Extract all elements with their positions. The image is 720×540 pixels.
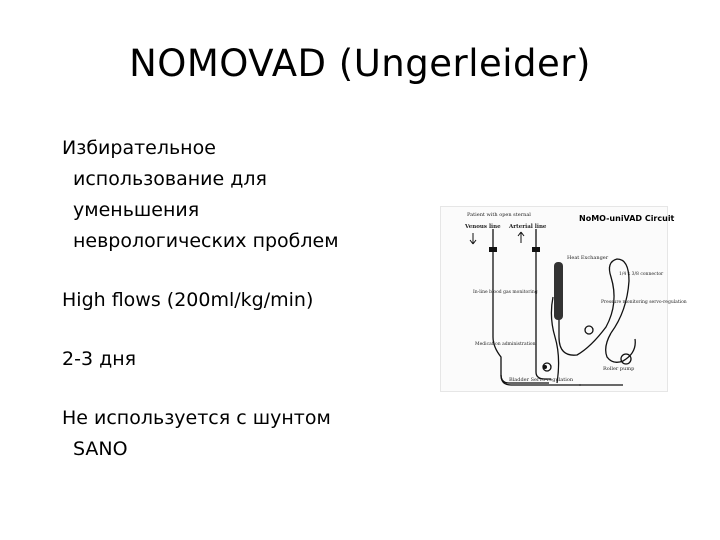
bullet-line: Не используется с шунтом: [62, 407, 331, 429]
label-roller-pump: Roller pump: [603, 366, 635, 372]
circuit-title: NoMO-uniVAD Circuit: [579, 214, 675, 223]
bullet-list: [62, 133, 402, 493]
bullet-sano: [62, 403, 402, 465]
bullet-line: 2-3 дня: [62, 348, 137, 370]
circuit-diagram: [440, 206, 687, 392]
circuit-lines: [493, 229, 635, 385]
bullet-flows: [62, 285, 402, 316]
bullet-line: High flows (200ml/kg/min): [62, 289, 314, 311]
bullet-neuro: [62, 133, 402, 257]
bullet-line: SANO: [73, 438, 128, 460]
slide-title: NOMOVAD (Ungerleider): [129, 42, 591, 85]
bullet-line: неврологических проблем: [73, 230, 339, 252]
label-blood-gas: In-line blood gas monitoring: [473, 290, 538, 295]
bullet-line: Избирательное: [62, 137, 216, 159]
label-bladder: Bladder Servo-regulation: [509, 377, 574, 383]
label-arterial: Arterial line: [509, 224, 547, 230]
arrow-marks: [470, 232, 524, 244]
label-patient: Patient with open sternal: [467, 212, 531, 218]
label-medication: Medication administration: [475, 342, 536, 347]
bullet-duration: [62, 344, 402, 375]
label-heat-exchanger: Heat Exchanger: [567, 255, 609, 261]
label-venous: Venous line: [465, 224, 501, 230]
bullet-line: использование для: [73, 168, 267, 190]
circuit-svg: [441, 207, 687, 391]
label-pressure: Pressure monitoring servo-regulation: [601, 300, 687, 305]
bullet-line: уменьшения: [73, 199, 200, 221]
label-connector: 1/4 x 3/8 connector: [619, 272, 664, 277]
